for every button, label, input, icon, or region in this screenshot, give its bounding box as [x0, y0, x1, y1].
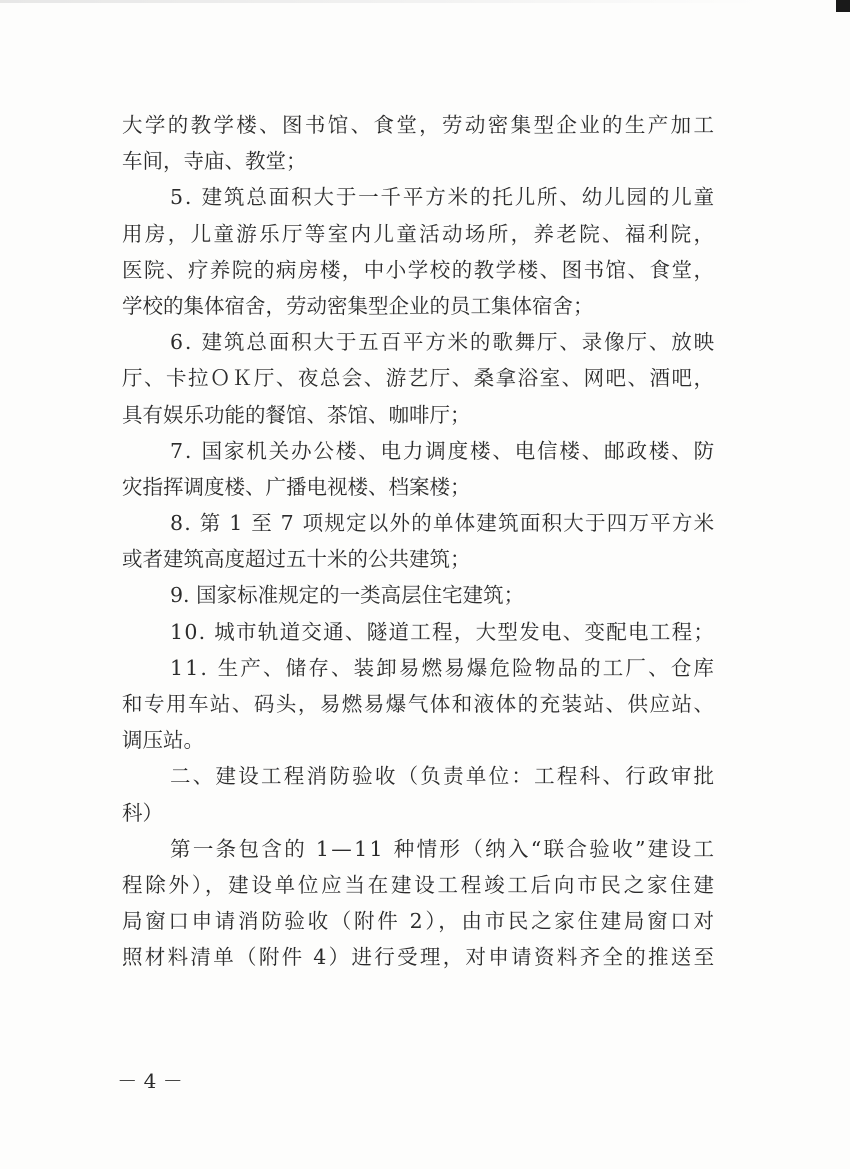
text-line — [122, 143, 714, 179]
text-line-content: 9. 国家标准规定的一类高层住宅建筑； — [170, 583, 525, 608]
text-line-content: 照材料清单（附件 4）进行受理，对申请资料齐全的推送至 — [122, 945, 717, 970]
text-line — [122, 577, 714, 613]
text-line-content: 和专用车站、码头，易燃易爆气体和液体的充装站、供应站、 — [122, 692, 716, 716]
text-line-content: 8. 第 1 至 7 项规定以外的单体建筑面积大于四万平方米 — [170, 511, 716, 536]
text-line — [122, 795, 714, 831]
text-line — [122, 252, 714, 288]
text-line-content: 车间，寺庙、教堂； — [122, 149, 307, 174]
scan-corner-mark — [836, 0, 850, 12]
text-line — [122, 107, 717, 143]
text-line-content: 5. 建筑总面积大于一千平方米的托儿所、幼儿园的儿童 — [170, 185, 716, 210]
page-number: － 4 － — [117, 1069, 183, 1093]
text-line-content: 调压站。 — [122, 728, 204, 753]
text-line — [122, 397, 714, 433]
text-line — [122, 469, 714, 505]
text-line — [122, 541, 714, 577]
text-line-content: 10. 城市轨道交通、隧道工程，大型发电、变配电工程； — [170, 619, 716, 644]
text-line-content: 医院、疗养院的病房楼，中小学校的教学楼、图书馆、食堂， — [122, 257, 716, 282]
text-line — [122, 686, 714, 722]
text-line — [122, 722, 714, 758]
text-line — [122, 939, 717, 975]
text-line-content: 7. 国家机关办公楼、电力调度楼、电信楼、邮政楼、防 — [170, 438, 716, 463]
text-line — [122, 433, 714, 469]
body-text — [122, 107, 717, 976]
text-line-content: 二、建设工程消防验收（负责单位：工程科、行政审批 — [170, 764, 717, 789]
text-line — [122, 758, 717, 794]
text-line — [122, 650, 717, 686]
text-line-content: 学校的集体宿舍，劳动密集型企业的员工集体宿舍； — [122, 293, 594, 318]
text-line-content: 灾指挥调度楼、广播电视楼、档案楼； — [122, 474, 471, 499]
text-line-content: 或者建筑高度超过五十米的公共建筑； — [122, 547, 471, 572]
text-line-content: 科） — [122, 800, 163, 825]
text-line — [122, 216, 717, 252]
scan-edge — [0, 0, 760, 3]
text-line-content: 具有娱乐功能的餐馆、茶馆、咖啡厅； — [122, 402, 471, 427]
text-line-content: 局窗口申请消防验收（附件 2），由市民之家住建局窗口对 — [122, 909, 717, 934]
text-line-content: 第一条包含的 1—11 种情形（纳入“联合验收”建设工 — [170, 836, 717, 861]
text-line-content: 厅、卡拉ＯＫ厅、夜总会、游艺厅、桑拿浴室、网吧、酒吧， — [122, 366, 716, 391]
text-line — [122, 288, 714, 324]
text-line-content: 用房，儿童游乐厅等室内儿童活动场所，养老院、福利院， — [122, 221, 717, 246]
text-line-content: 大学的教学楼、图书馆、食堂，劳动密集型企业的生产加工 — [122, 113, 717, 137]
text-line — [122, 614, 714, 650]
text-line-content: 11. 生产、储存、装卸易燃易爆危险物品的工厂、仓库 — [170, 655, 717, 680]
text-line — [122, 179, 714, 215]
text-line — [122, 831, 717, 867]
text-line — [122, 360, 714, 396]
text-line — [122, 505, 714, 541]
text-line-content: 程除外），建设单位应当在建设工程竣工后向市民之家住建 — [122, 872, 717, 897]
text-line — [122, 867, 717, 903]
text-line-content: 6. 建筑总面积大于五百平方米的歌舞厅、录像厅、放映 — [170, 330, 716, 355]
text-line — [122, 324, 714, 360]
text-line — [122, 903, 717, 939]
